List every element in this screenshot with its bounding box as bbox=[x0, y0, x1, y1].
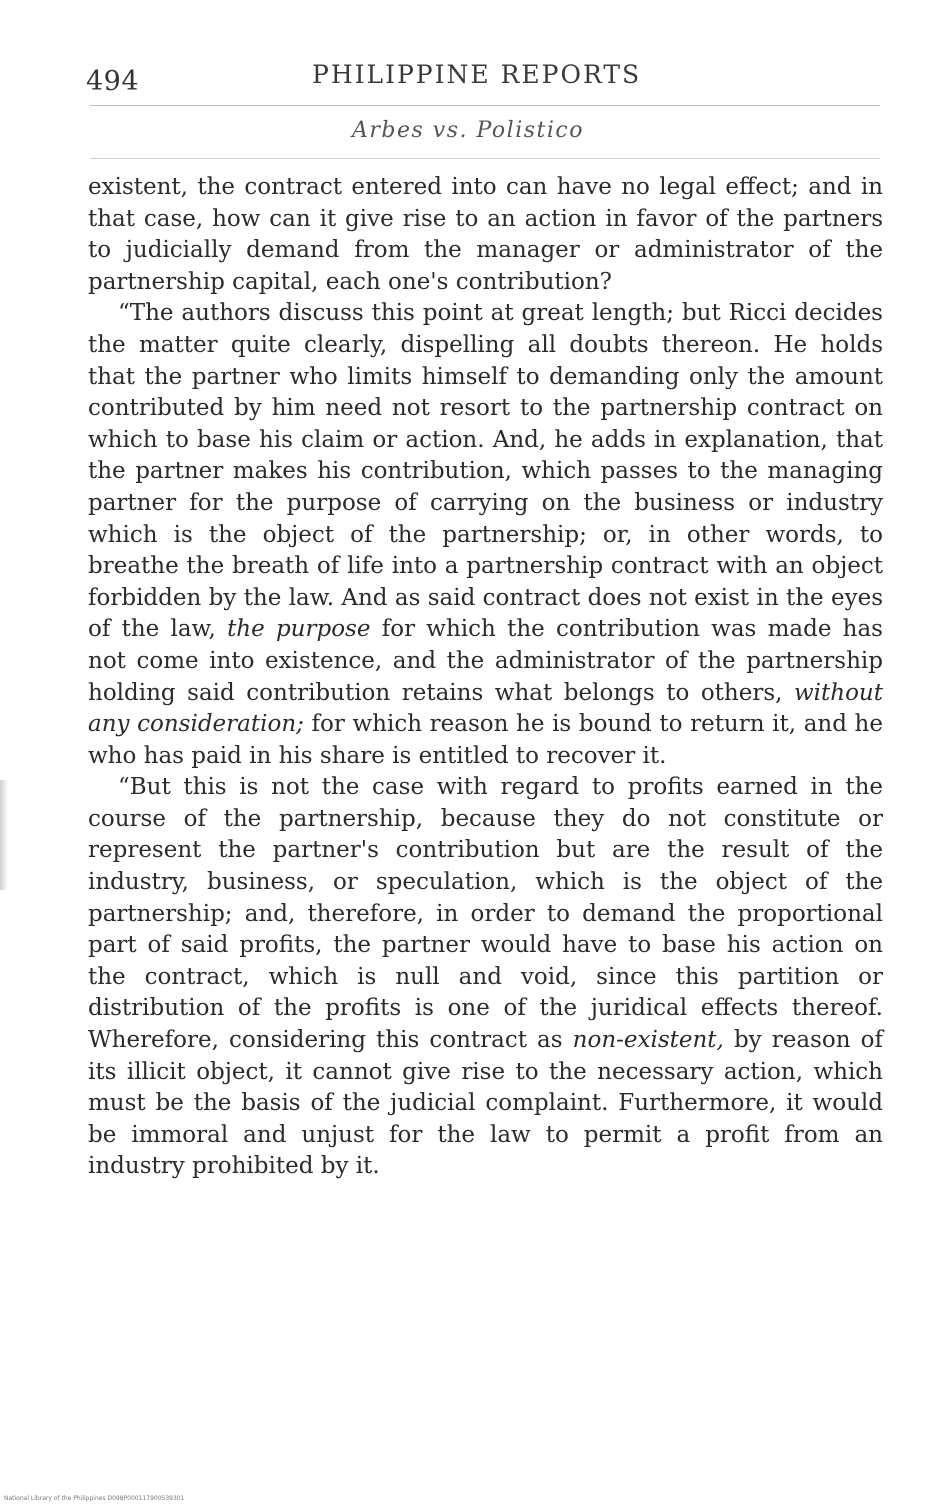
paragraph-3-text-a: “But this is not the case with regard to profits earned in the course of the partnership, because they do not constitute or represent the partner's contribution but are the result of the industry, business, or speculation, which is the object of the partnership; and, therefore, in order to demand the proportional part of said profits, the partner would have to base his action on the contract, which is null and void, since this partition or distribution of the profits is one of the juridical effects thereof. Wherefore, considering this contract as bbox=[88, 774, 883, 1054]
paragraph-3 bbox=[88, 772, 883, 1183]
body-text bbox=[88, 172, 883, 1183]
paragraph-1-text: existent, the contract entered into can have no legal effect; and in that case, how can it give rise to an action in favor of the partners to judicially demand from the manager or administrator of the partnership capital, each one's contribution? bbox=[88, 174, 883, 295]
paragraph-2-text-b: for which the contribution was made has not come into existence, and the administrator of the partnership holding said contribution retains what belongs to others, bbox=[88, 616, 883, 706]
paragraph-2-text-a: “The authors discuss this point at great length; but Ricci decides the matter quite clearly, dispelling all doubts thereon. He holds that the partner who limits himself to demanding only the amount contributed by him need not resort to the partnership contract on which to base his claim or action. And, he adds in explanation, that the partner makes his contribution, which passes to the managing partner for the purpose of carrying on the business or industry which is the object of the partnership; or, in other words, to breathe the breath of life into a partnership contract with an object forbidden by the law. And as said contract does not exist in the eyes of the law, bbox=[88, 300, 883, 643]
paragraph-2-text-c: for which reason he is bound to return it, and he who has paid in his share is entitled to recover it. bbox=[88, 711, 883, 769]
case-title: Arbes vs. Polistico bbox=[352, 118, 584, 143]
header-rule bbox=[90, 105, 880, 106]
running-head: PHILIPPINE REPORTS bbox=[312, 60, 642, 89]
page-number: 494 bbox=[86, 66, 140, 97]
paragraph-2-emphasis-2: without any consideration; bbox=[88, 679, 883, 738]
scan-edge-shadow bbox=[0, 780, 8, 890]
case-title-rule bbox=[90, 158, 880, 159]
paragraph-3-emphasis: non-existent, bbox=[572, 1027, 724, 1054]
scan-credit: National Library of the Philippines D098P000117900539301 bbox=[4, 1495, 185, 1502]
paragraph-1 bbox=[88, 172, 883, 298]
paragraph-3-text-b: by reason of its illicit object, it cannot give rise to the necessary action, which must be the basis of the judicial complaint. Furthermore, it would be immoral and unjust for the law to permit a profit from an industry prohibited by it. bbox=[88, 1027, 883, 1180]
paragraph-2 bbox=[88, 298, 883, 772]
paragraph-2-emphasis-1: the purpose bbox=[227, 616, 371, 643]
